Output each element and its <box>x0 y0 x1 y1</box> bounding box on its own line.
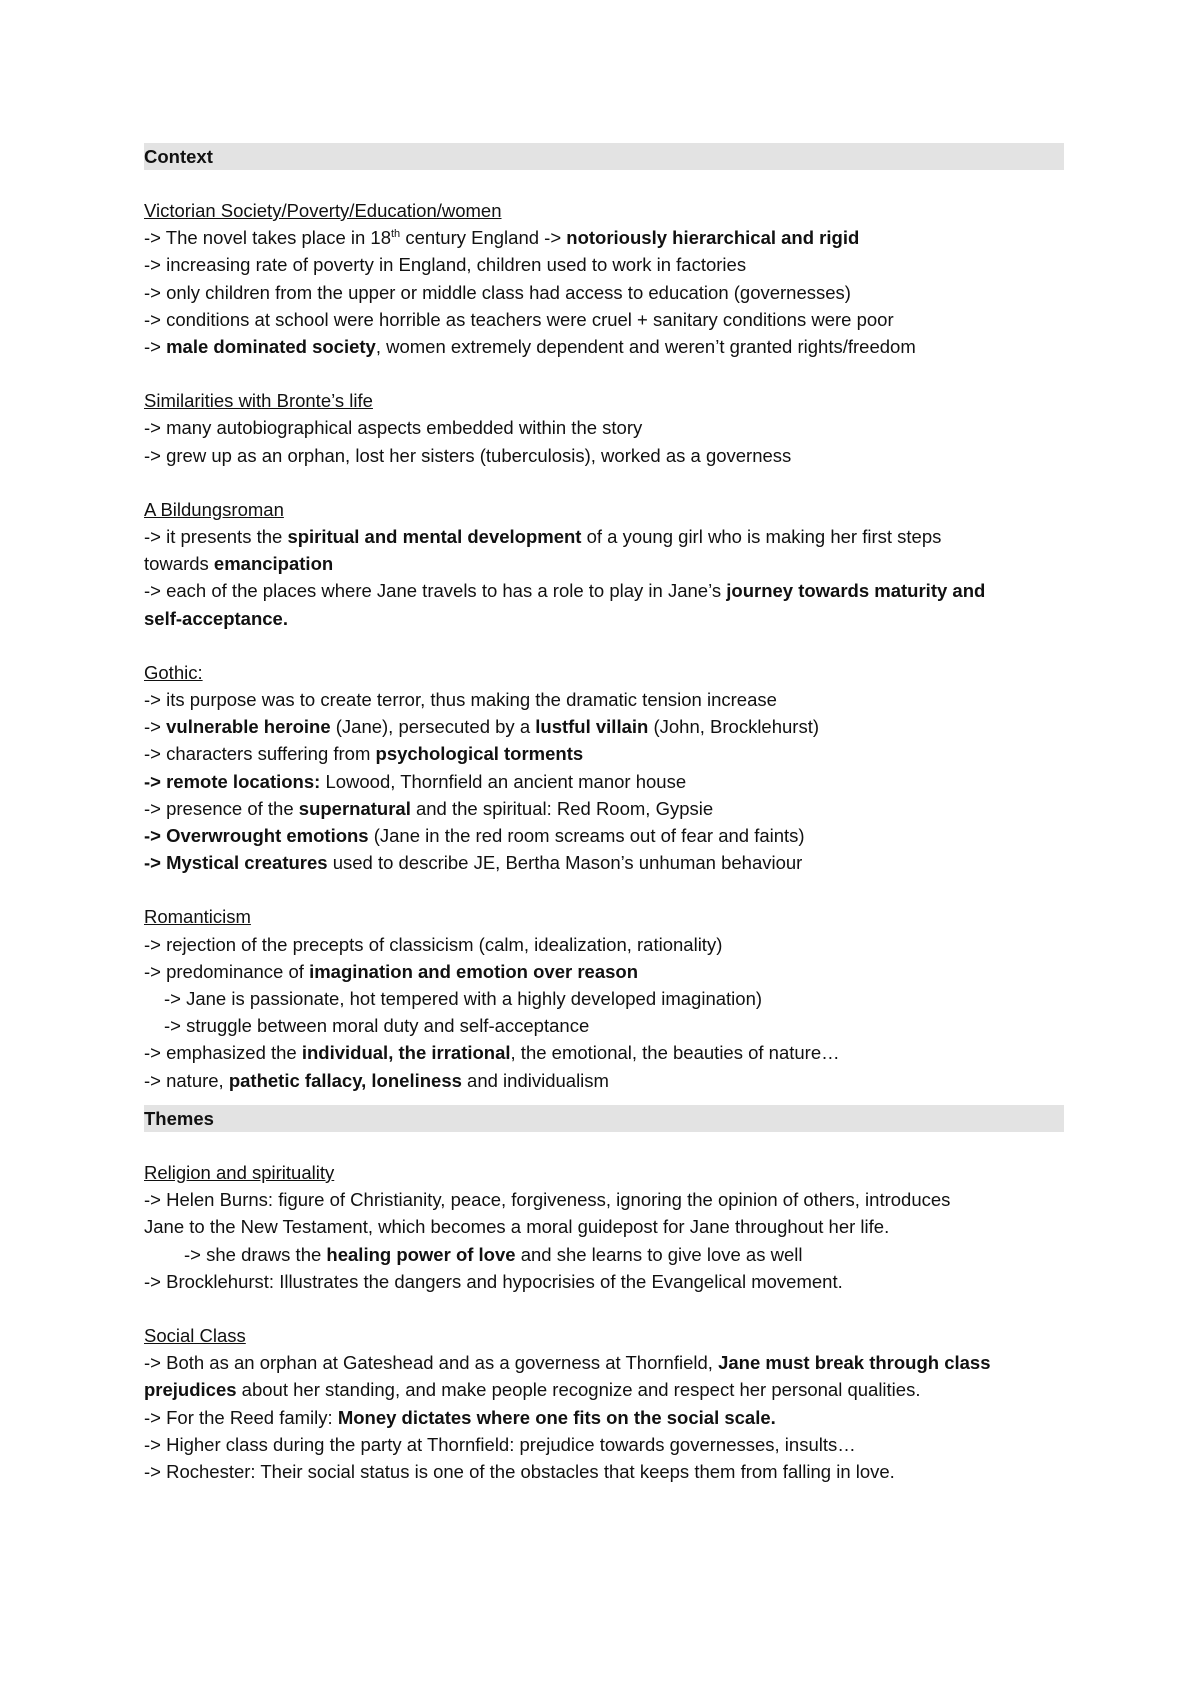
gothic-line-4: -> remote locations: Lowood, Thornfield an ancient manor house <box>144 770 687 792</box>
context-heading: Context <box>144 143 1064 170</box>
victorian-line-3: -> only children from the upper or middle class had access to education (governesses) <box>144 281 851 303</box>
romanticism-line-5: -> emphasized the individual, the irrational, the emotional, the beauties of nature… <box>144 1042 840 1064</box>
religion-line-1b: Jane to the New Testament, which becomes a moral guidepost for Jane throughout her life. <box>144 1216 890 1238</box>
bronte-line-2: -> grew up as an orphan, lost her sisters (tuberculosis), worked as a governess <box>144 444 792 466</box>
religion-line-1: -> Helen Burns: figure of Christianity, peace, forgiveness, ignoring the opinion of others, introduces <box>144 1189 951 1211</box>
bronte-similarities-title: Similarities with Bronte’s life <box>144 390 373 412</box>
victorian-line-4: -> conditions at school were horrible as teachers were cruel + sanitary conditions were poor <box>144 308 894 330</box>
religion-title: Religion and spirituality <box>144 1161 335 1183</box>
document-content <box>144 143 1064 1485</box>
victorian-line-5: -> male dominated society, women extremely dependent and weren’t granted rights/freedom <box>144 336 916 358</box>
social-line-2: -> For the Reed family: Money dictates where one fits on the social scale. <box>144 1406 776 1428</box>
bildungsroman-line-1: -> it presents the spiritual and mental development of a young girl who is making her first steps <box>144 526 942 548</box>
gothic-line-7: -> Mystical creatures used to describe JE, Bertha Mason’s unhuman behaviour <box>144 852 803 874</box>
romanticism-line-4: -> struggle between moral duty and self-acceptance <box>164 1015 590 1037</box>
romanticism-line-6: -> nature, pathetic fallacy, loneliness and individualism <box>144 1069 609 1091</box>
social-line-3: -> Higher class during the party at Thornfield: prejudice towards governesses, insults… <box>144 1433 856 1455</box>
social-line-1b: prejudices about her standing, and make people recognize and respect her personal qualities. <box>144 1379 921 1401</box>
gothic-line-6: -> Overwrought emotions (Jane in the red room screams out of fear and faints) <box>144 825 805 847</box>
bildungsroman-line-1b: towards emancipation <box>144 553 334 575</box>
romanticism-line-1: -> rejection of the precepts of classicism (calm, idealization, rationality) <box>144 933 723 955</box>
bronte-line-1: -> many autobiographical aspects embedded within the story <box>144 417 643 439</box>
bildungsroman-line-2: -> each of the places where Jane travels to has a role to play in Jane’s journey towards maturity and <box>144 580 986 602</box>
bildungsroman-title: A Bildungsroman <box>144 498 284 520</box>
themes-heading: Themes <box>144 1105 1064 1132</box>
social-line-1: -> Both as an orphan at Gateshead and as a governess at Thornfield, Jane must break through class <box>144 1352 991 1374</box>
victorian-line-1: -> The novel takes place in 18th century England -> notoriously hierarchical and rigid <box>144 227 860 249</box>
bildungsroman-line-2b: self-acceptance. <box>144 607 288 629</box>
gothic-line-1: -> its purpose was to create terror, thus making the dramatic tension increase <box>144 689 777 711</box>
gothic-line-3: -> characters suffering from psychological torments <box>144 743 584 765</box>
religion-line-2: -> she draws the healing power of love and she learns to give love as well <box>184 1243 803 1265</box>
victorian-society-title: Victorian Society/Poverty/Education/women <box>144 200 502 221</box>
religion-line-3: -> Brocklehurst: Illustrates the dangers and hypocrisies of the Evangelical movement. <box>144 1270 843 1292</box>
romanticism-line-2: -> predominance of imagination and emotion over reason <box>144 960 639 982</box>
gothic-line-5: -> presence of the supernatural and the spiritual: Red Room, Gypsie <box>144 797 714 819</box>
gothic-title: Gothic: <box>144 661 203 683</box>
romanticism-title: Romanticism <box>144 906 251 928</box>
gothic-line-2: -> vulnerable heroine (Jane), persecuted by a lustful villain (John, Brocklehurst) <box>144 716 820 738</box>
romanticism-line-3: -> Jane is passionate, hot tempered with a highly developed imagination) <box>164 988 763 1010</box>
victorian-line-2: -> increasing rate of poverty in England, children used to work in factories <box>144 254 747 276</box>
social-line-4: -> Rochester: Their social status is one of the obstacles that keeps them from falling in love. <box>144 1460 895 1482</box>
social-class-title: Social Class <box>144 1324 246 1346</box>
